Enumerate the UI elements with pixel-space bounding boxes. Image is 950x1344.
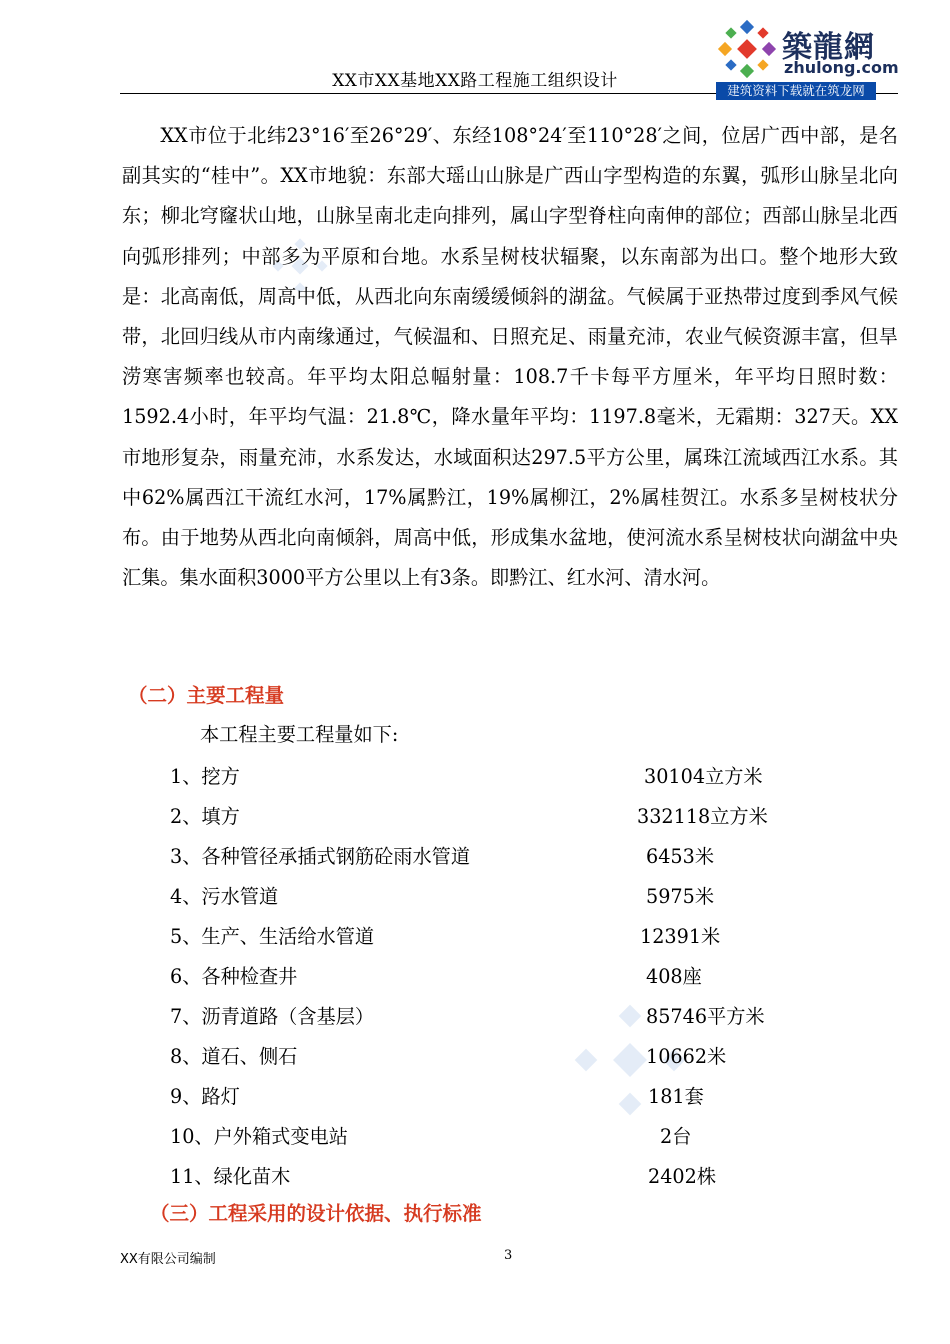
quantity-value: 181套 <box>648 1085 704 1108</box>
quantity-name: 8、道石、侧石 <box>170 1045 298 1068</box>
zhulong-logo <box>712 8 898 100</box>
logo-emblem-icon <box>712 14 782 84</box>
quantity-value: 2台 <box>660 1125 692 1148</box>
quantity-row <box>0 802 950 842</box>
footer-company: XX有限公司编制 <box>120 1252 216 1267</box>
quantity-value: 5975米 <box>646 885 715 908</box>
section-heading-main-quantities: （二）主要工程量 <box>128 684 285 707</box>
quantity-name: 1、挖方 <box>170 765 240 788</box>
page-number: 3 <box>504 1248 513 1263</box>
quantity-row <box>0 922 950 962</box>
quantity-name: 7、沥青道路（含基层） <box>170 1005 375 1028</box>
quantity-value: 30104立方米 <box>644 765 763 788</box>
page-header-title: XX市XX基地XX路工程施工组织设计 <box>332 71 618 91</box>
quantity-row <box>0 1162 950 1202</box>
logo-brand-name: 築龍網 <box>782 30 875 65</box>
quantity-row <box>0 1002 950 1042</box>
quantity-name: 11、绿化苗木 <box>170 1165 291 1188</box>
quantity-value: 12391米 <box>640 925 721 948</box>
quantity-value: 332118立方米 <box>637 805 768 828</box>
geography-paragraph: XX市位于北纬23°16′至26°29′、东经108°24′至110°28′之间，位居广西中部，是名副其实的“桂中”。XX市地貌：东部大瑶山山脉是广西山字型构造的东翼，弧形山脉呈北向东；柳北穹窿状山地，山脉呈南北走向排列，属山字型脊柱向南伸的部位；西部山脉呈北西向弧形排列；中部多为平原和台地。水系呈树枝状辐聚，以东南部为出口。整个地形大致是：北高南低，周高中低，从西北向东南缓缓倾斜的湖盆。气候属于亚热带过度到季风气候带，北回归线从市内南缘通过，气候温和、日照充足、雨量充沛，农业气候资源丰富，但旱涝寒害频率也较高。年平均太阳总幅射量：108.7千卡每平方厘米，年平均日照时数：1592.4小时，年平均气温：21.8℃，降水量年平均：1197.8毫米，无霜期：327天。XX市地形复杂，雨量充沛，水系发达，水域面积达297.5平方公里，属珠江流域西江水系。其中62%属西江干流红水河，17%属黔江，19%属柳江，2%属桂贺江。水系多呈树枝状分布。由于地势从西北向南倾斜，周高中低，形成集水盆地，使河流水系呈树枝状向湖盆中央汇集。集水面积3000平方公里以上有3条。即黔江、红水河、清水河。 <box>122 124 898 590</box>
quantity-name: 6、各种检查井 <box>170 965 298 988</box>
quantity-row <box>0 1122 950 1162</box>
quantity-name: 3、各种管径承插式钢筋砼雨水管道 <box>170 845 471 868</box>
quantity-value: 6453米 <box>646 845 715 868</box>
quantity-value: 85746平方米 <box>646 1005 765 1028</box>
quantity-name: 9、路灯 <box>170 1085 240 1108</box>
logo-slogan: 建筑资料下载就在筑龙网 <box>716 82 876 100</box>
quantity-row <box>0 962 950 1002</box>
quantity-row <box>0 842 950 882</box>
logo-url: zhulong.com <box>784 58 899 77</box>
quantity-row <box>0 882 950 922</box>
quantity-row <box>0 762 950 802</box>
quantity-name: 4、污水管道 <box>170 885 279 908</box>
section-heading-design-basis: （三）工程采用的设计依据、执行标准 <box>150 1202 482 1225</box>
quantity-row <box>0 1042 950 1082</box>
quantity-name: 2、填方 <box>170 805 240 828</box>
quantity-value: 2402株 <box>648 1165 717 1188</box>
quantity-name: 10、户外箱式变电站 <box>170 1125 348 1148</box>
quantities-intro: 本工程主要工程量如下: <box>200 723 399 746</box>
quantity-value: 10662米 <box>646 1045 727 1068</box>
quantity-name: 5、生产、生活给水管道 <box>170 925 375 948</box>
quantity-row <box>0 1082 950 1122</box>
quantity-value: 408座 <box>646 965 702 988</box>
